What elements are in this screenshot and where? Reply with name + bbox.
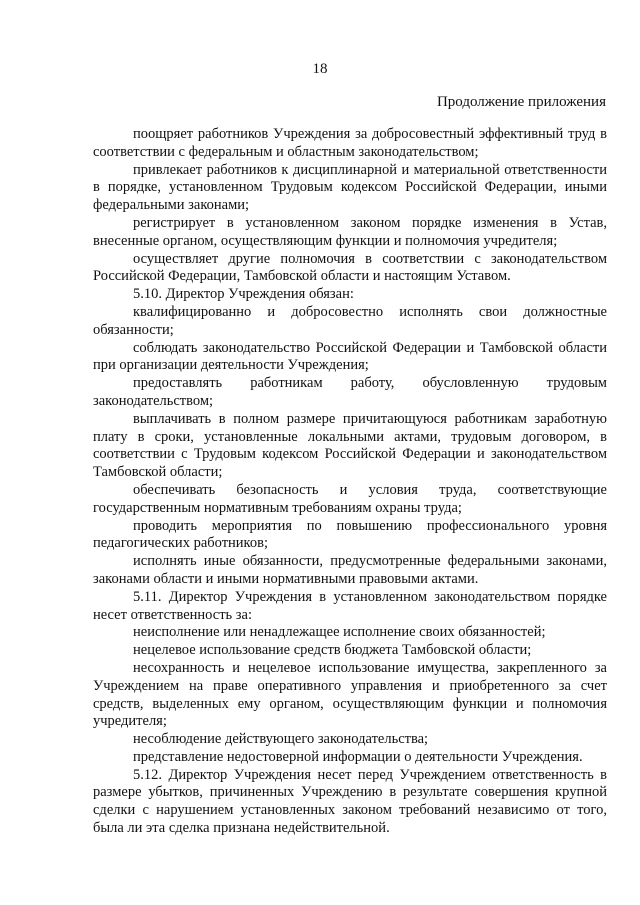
paragraph: предоставлять работникам работу, обусловленную трудовым законодательством; [93,375,607,409]
paragraph: соблюдать законодательство Российской Федерации и Тамбовской области при организации деятельности Учреждения; [93,339,607,374]
paragraph: выплачивать в полном размере причитающуюся работникам заработную плату в сроки, установленные локальными актами, трудовым договором, в соответствии с Трудовым кодексом Российской Федерации и законодательством Тамбовской области; [93,410,607,481]
paragraph: проводить мероприятия по повышению профессионального уровня педагогических работников; [93,517,607,552]
paragraph: поощряет работников Учреждения за добросовестный эффективный труд в соответствии с федеральным и областным законодательством; [93,126,607,160]
paragraph: несоблюдение действующего законодательства; [133,731,429,748]
paragraph: обеспечивать безопасность и условия труда, соответствующие государственным нормативным требованиям охраны труда; [93,481,607,516]
paragraph: представление недостоверной информации о деятельности Учреждения. [133,748,583,765]
running-header: Продолжение приложения [436,94,606,110]
document-body [93,126,607,838]
paragraph: неисполнение или ненадлежащее исполнение своих обязанностей; [133,624,546,641]
paragraph: 5.12. Директор Учреждения несет перед Учреждением ответственность в размере убытков, причиненных Учреждению в результате совершения крупной сделки с нарушением установленных законом требований независимо от того, была ли эта сделка признана недействительной. [93,766,607,837]
paragraph: осуществляет другие полномочия в соответствии с законодательством Российской Федерации, Тамбовской области и настоящим Уставом. [93,250,607,285]
paragraph: привлекает работников к дисциплинарной и материальной ответственности в порядке, установленном Трудовым кодексом Российской Федерации, иными федеральными законами; [93,161,607,214]
section-heading: 5.11. Директор Учреждения в установленном законодательством порядке несет ответственность за: [93,588,607,623]
paragraph: нецелевое использование средств бюджета Тамбовской области; [133,642,532,659]
paragraph: квалифицированно и добросовестно исполнять свои должностные обязанности; [93,303,607,338]
section-heading: 5.10. Директор Учреждения обязан: [133,286,354,303]
paragraph: исполнять иные обязанности, предусмотренные федеральными законами, законами области и иными нормативными правовыми актами. [93,553,607,587]
paragraph: регистрирует в установленном законом порядке изменения в Устав, внесенные органом, осуществляющим функции и полномочия учредителя; [93,214,607,249]
paragraph: несохранность и нецелевое использование имущества, закрепленного за Учреждением на праве оперативного управления и приобретенного за счет средств, выделенных ему органом, осуществляющим функции и полномочия учредителя; [93,659,607,730]
page-number: 18 [312,61,328,77]
